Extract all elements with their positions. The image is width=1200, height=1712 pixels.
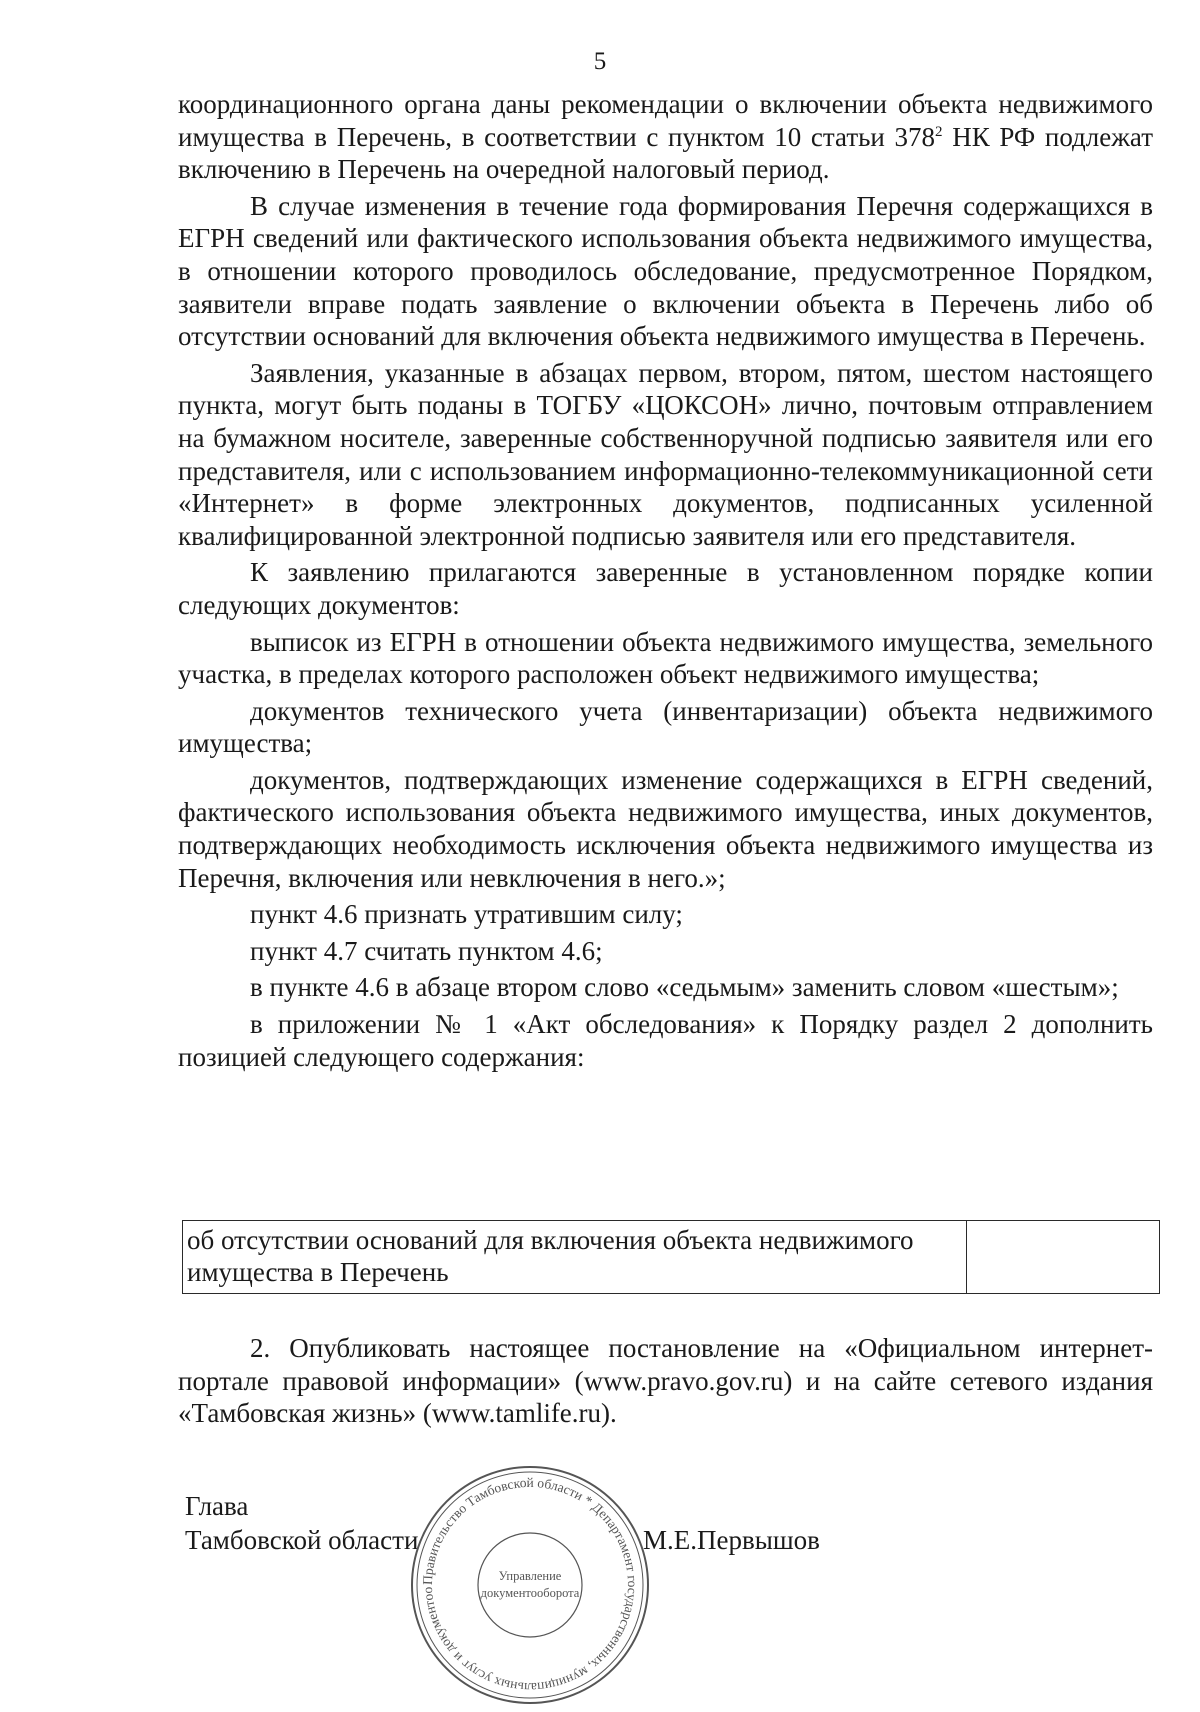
seal-center-line1: Управление: [498, 1569, 562, 1583]
paragraph-technical-docs: документов технического учета (инвентаризации) объекта недвижимого имущества;: [178, 695, 1153, 759]
paragraph-confirming-docs: документов, подтверждающих изменение содержащихся в ЕГРН сведений, фактического использования объекта недвижимого имущества, иных документов, подтверждающих необходимость исключения объекта недвижимого имущества из Перечня, включения или невключения в него.»;: [178, 764, 1153, 893]
official-seal: [408, 1463, 652, 1707]
paragraph-change-case: В случае изменения в течение года формирования Перечня содержащихся в ЕГРН сведений или фактического использования объекта недвижимого имущества, в отношении которого проводилось обследование, предусмотренное Порядком, заявители вправе подать заявление о включении объекта в Перечень либо об отсутствии оснований для включения объекта недвижимого имущества в Перечень.: [178, 190, 1153, 352]
paragraph-continuation: координационного органа даны рекомендации о включении объекта недвижимого имущества в Перечень, в соответствии с пунктом 10 статьи $378^2$ НК РФ подлежат включению в Перечень на очередной налоговый период.: [178, 89, 1153, 185]
signature-region: Тамбовской области: [185, 1525, 419, 1555]
signature-title: Глава: [185, 1491, 249, 1521]
paragraph-attachments-intro: К заявлению прилагаются заверенные в установленном порядке копии следующих документов:: [178, 557, 1153, 620]
paragraph-applications: Заявления, указанные в абзацах первом, втором, пятом, шестом настоящего пункта, могут быть поданы в ТОГБУ «ЦОКСОН» лично, почтовым отправлением на бумажном носителе, заверенные собственноручной подписью заявителя или его представителя, или с использованием информационно-телекоммуникационной сети «Интернет» в форме электронных документов, подписанных усиленной квалифицированной электронной подписью заявителя или его представителя.: [178, 357, 1153, 551]
page-number: 5: [593, 48, 607, 75]
insert-table: [182, 1220, 1160, 1294]
paragraph-appendix-1: в приложении № 1 «Акт обследования» к Порядку раздел 2 дополнить позицией следующего содержания:: [178, 1009, 1153, 1072]
paragraph-clause-4-6-void: пункт 4.6 признать утратившим силу;: [250, 899, 683, 930]
table-row: [183, 1221, 1160, 1294]
body-text: [178, 88, 1153, 1073]
paragraph-clause-4-6-replace: в пункте 4.6 в абзаце втором слово «седьмым» заменить словом «шестым»;: [250, 972, 1119, 1003]
paragraph-publish: 2. Опубликовать настоящее постановление на «Официальном интернет-портале правовой информации» (www.pravo.gov.ru) и на сайте сетевого издания «Тамбовская жизнь» (www.tamlife.ru).: [178, 1333, 1153, 1429]
table-cell-label: об отсутствии оснований для включения объекта недвижимого имущества в Перечень: [183, 1221, 967, 1294]
seal-center-line2: документооборота: [480, 1586, 580, 1600]
paragraph-egrn-extracts: выписок из ЕГРН в отношении объекта недвижимого имущества, земельного участка, в пределах которого расположен объект недвижимого имущества;: [178, 626, 1153, 690]
paragraph-clause-4-7: пункт 4.7 считать пунктом 4.6;: [250, 935, 603, 966]
table-cell-value: [967, 1221, 1160, 1294]
signature-name: М.Е.Первышов: [643, 1525, 820, 1555]
seal-outer-text: Правительство Тамбовской области * Департамент государственных, муниципальных услуг и документоо: [419, 1474, 641, 1696]
seal-graphic: [408, 1463, 652, 1707]
